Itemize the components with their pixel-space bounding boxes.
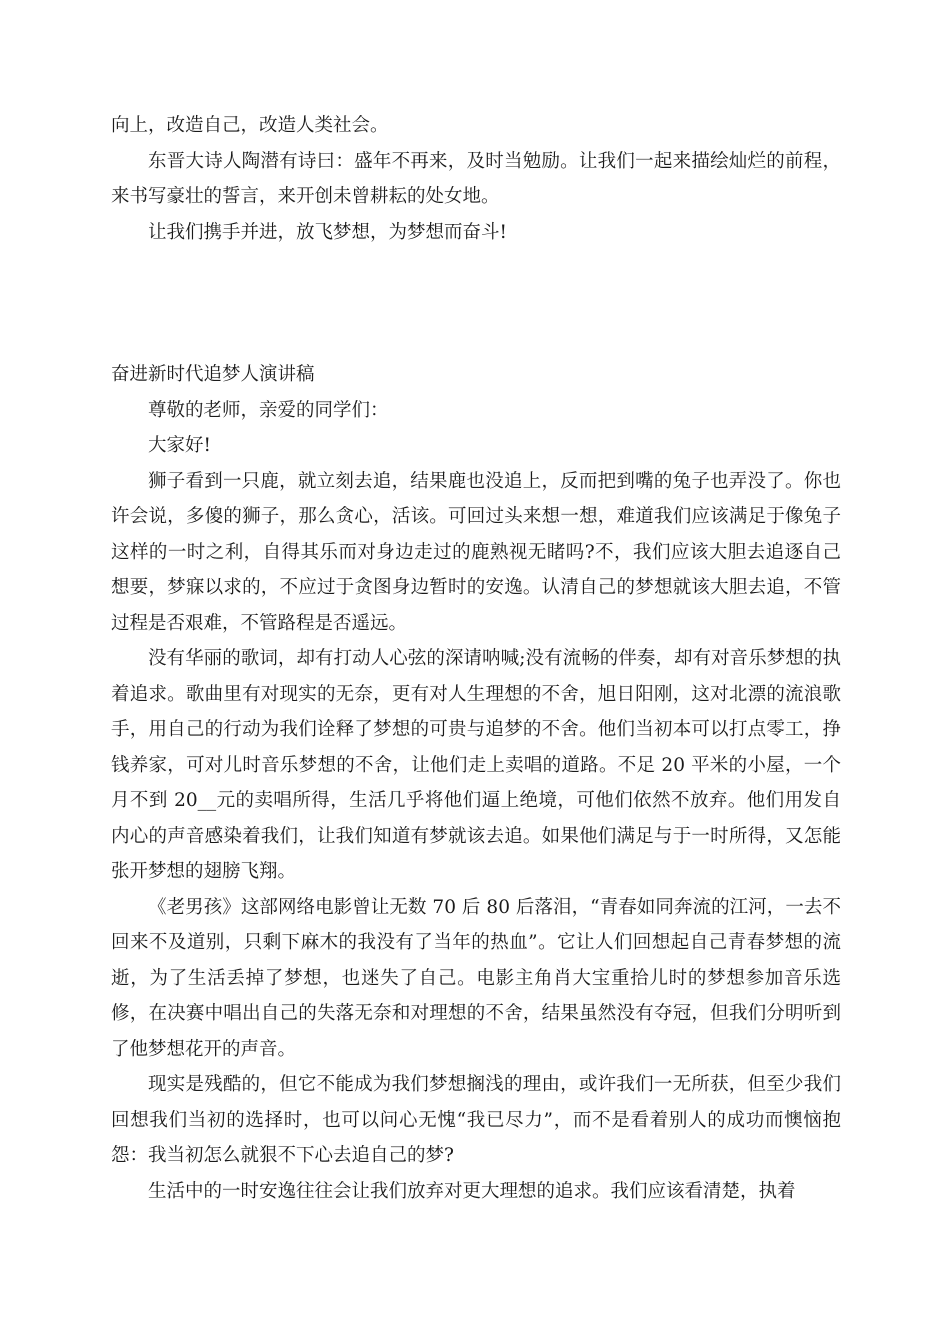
paragraph-closing: 让我们携手并进，放飞梦想，为梦想而奋斗! (148, 221, 507, 243)
paragraph-poem-quote: 东晋大诗人陶潜有诗曰：盛年不再来，及时当勉励。让我们一起来描绘灿烂的前程，来书写豪壮的誓言，来开创未曾耕耘的处女地。 (111, 150, 841, 207)
paragraph-comfort: 生活中的一时安逸往往会让我们放弃对更大理想的追求。我们应该看清楚，执着 (148, 1180, 796, 1202)
paragraph-singers: 没有华丽的歌词，却有打动人心弦的深请呐喊;没有流畅的伴奏，却有对音乐梦想的执着追求。歌曲里有对现实的无奈，更有对人生理想的不舍，旭日阳刚，这对北漂的流浪歌手，用自己的行动为我们诠释了梦想的可贵与追梦的不舍。他们当初本可以打点零工，挣钱养家，可对儿时音乐梦想的不舍，让他们走上卖唱的道路。不足 20 平米的小屋，一个月不到 20__元的卖唱所得，生活几乎将他们逼上绝境，可他们依然不放弃。他们用发自内心的声音感染着我们，让我们知道有梦就该去追。如果他们满足与于一时所得，又怎能张开梦想的翅膀飞翔。 (111, 648, 841, 882)
paragraph-reality: 现实是残酷的，但它不能成为我们梦想搁浅的理由，或许我们一无所获，但至少我们回想我们当初的选择时，也可以问心无愧“我已尽力”，而不是看着别人的成功而懊恼抱怨：我当初怎么就狠不下心去追自己的梦? (111, 1074, 841, 1166)
paragraph-old-boys: 《老男孩》这部网络电影曾让无数 70 后 80 后落泪，“青春如同奔流的江河，一去不回来不及道别，只剩下麻木的我没有了当年的热血”。它让人们回想起自己青春梦想的流逝，为了生活丢掉了梦想，也迷失了自己。电影主角肖大宝重拾儿时的梦想参加音乐选修，在决赛中唱出自己的失落无奈和对理想的不舍，结果虽然没有夺冠，但我们分明听到了他梦想花开的声音。 (111, 896, 841, 1060)
speech-greeting: 大家好! (148, 435, 211, 456)
paragraph-continuation: 向上，改造自己，改造人类社会。 (111, 115, 389, 136)
section-gap (111, 250, 841, 357)
speech-salutation: 尊敬的老师，亲爱的同学们： (148, 399, 389, 421)
document-body (111, 108, 841, 1209)
paragraph-lion-story: 狮子看到一只鹿，就立刻去追，结果鹿也没追上，反而把到嘴的兔子也弄没了。你也许会说，多傻的狮子，那么贪心，活该。可回过头来想一想，难道我们应该满足于像兔子这样的一时之利，自得其乐而对身边走过的鹿熟视无睹吗?不，我们应该大胆去追逐自己想要，梦寐以求的，不应过于贪图身边暂时的安逸。认清自己的梦想就该大胆去追，不管过程是否艰难，不管路程是否遥远。 (111, 470, 841, 634)
speech-title: 奋进新时代追梦人演讲稿 (111, 364, 315, 385)
